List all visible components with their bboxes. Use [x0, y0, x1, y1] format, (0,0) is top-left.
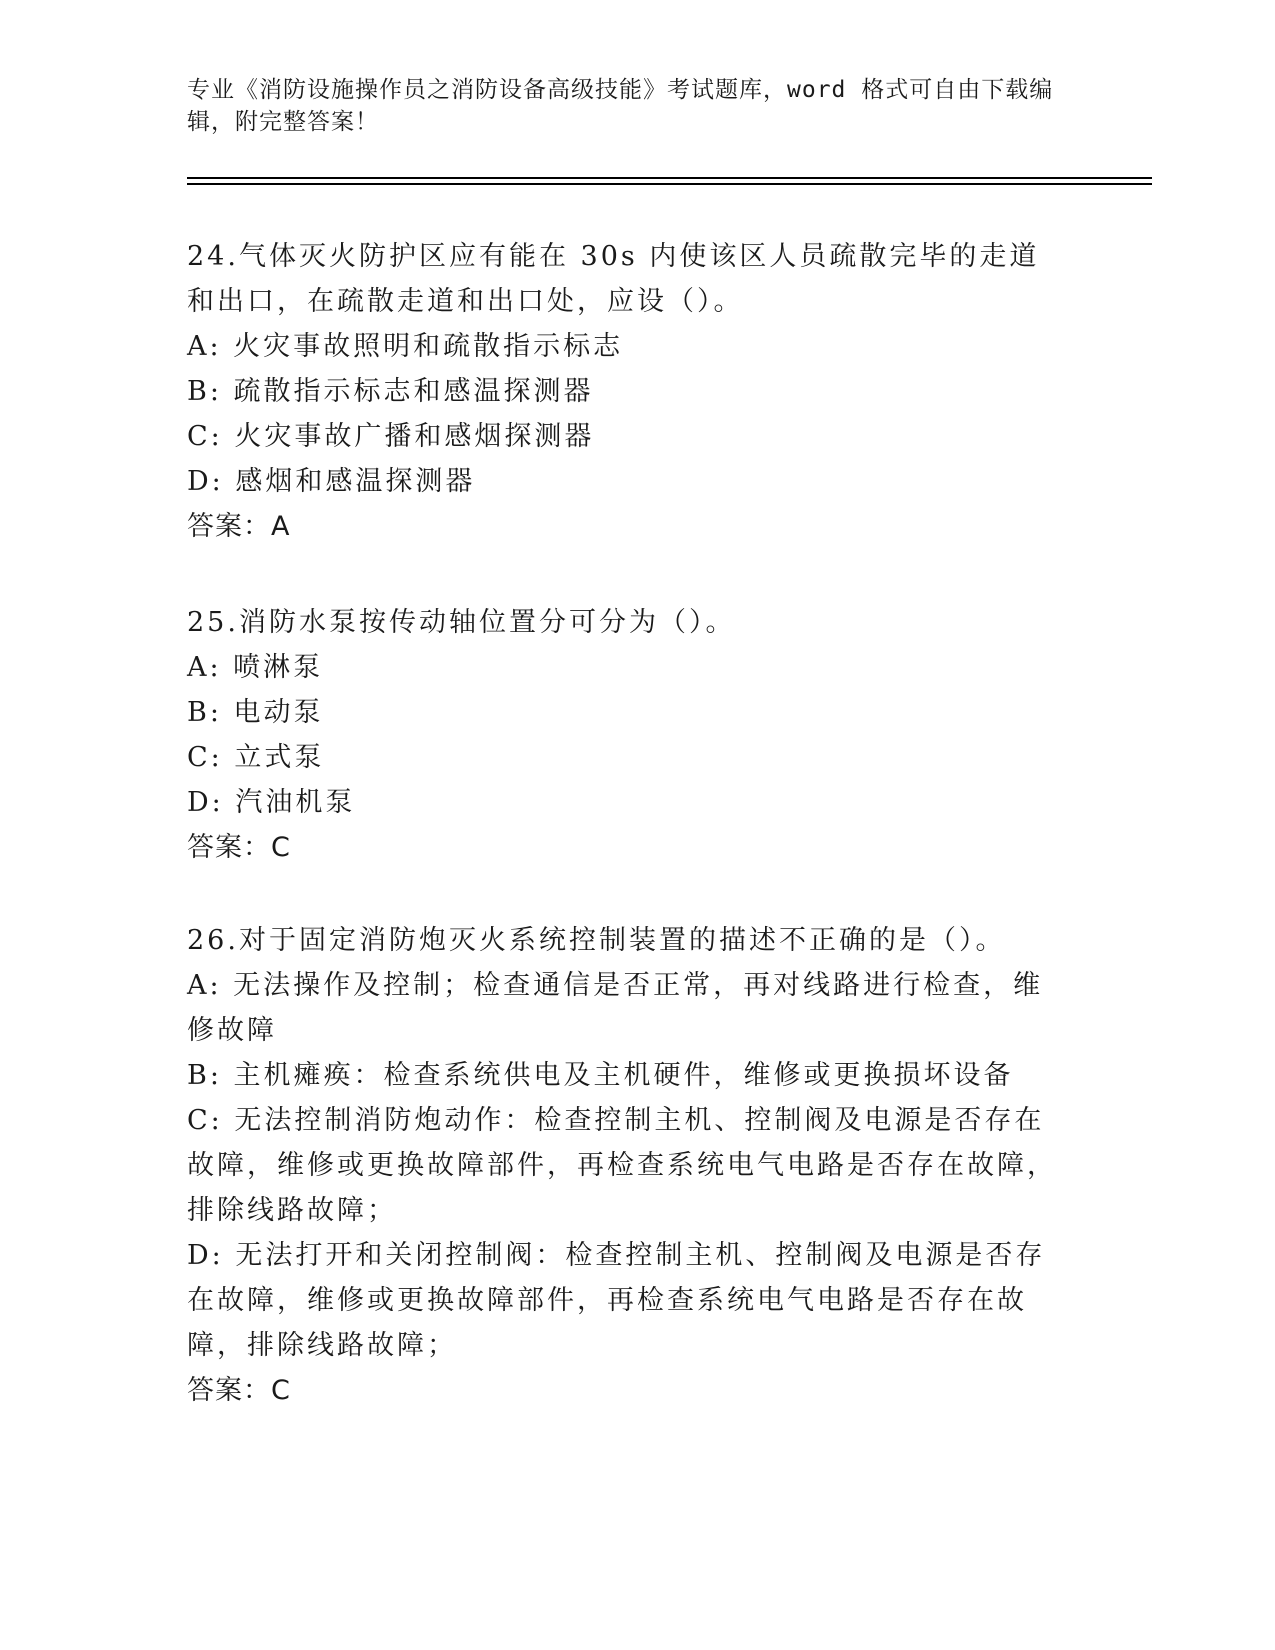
option-a: A: 无法操作及控制；检查通信是否正常，再对线路进行检查，维修故障 [187, 970, 1044, 1046]
question-stem: 25.消防水泵按传动轴位置分可分为（）。 [187, 607, 736, 638]
option-d: D: 无法打开和关闭控制阀：检查控制主机、控制阀及电源是否存在故障，维修或更换故障部件，再检查系统电气电路是否存在故障，排除线路故障； [187, 1240, 1046, 1361]
document-header [187, 74, 1067, 138]
option-b: B: 电动泵 [187, 697, 324, 728]
option-b: B: 主机瘫痪：检查系统供电及主机硬件，维修或更换损坏设备 [187, 1060, 1014, 1091]
answer-line: 答案：C [187, 1375, 291, 1406]
question-24 [187, 234, 1067, 549]
header-intro-text: 专业《消防设施操作员之消防设备高级技能》考试题库，word 格式可自由下载编辑，附完整答案！ [187, 77, 1054, 135]
option-d: D: 汽油机泵 [187, 787, 356, 818]
option-a: A: 火灾事故照明和疏散指示标志 [187, 331, 624, 362]
header-divider-top [187, 177, 1152, 179]
option-a: A: 喷淋泵 [187, 652, 324, 683]
question-25 [187, 600, 1067, 870]
answer-line: 答案：C [187, 832, 291, 863]
header-divider-bottom [187, 183, 1152, 185]
question-26 [187, 918, 1067, 1413]
option-c: C: 无法控制消防炮动作：检查控制主机、控制阀及电源是否存在故障，维修或更换故障部件，再检查系统电气电路是否存在故障，排除线路故障； [187, 1105, 1057, 1226]
question-stem: 24.气体灭火防护区应有能在 30s 内使该区人员疏散完毕的走道和出口，在疏散走道和出口处，应设（）。 [187, 241, 1040, 317]
option-c: C: 火灾事故广播和感烟探测器 [187, 421, 595, 452]
option-c: C: 立式泵 [187, 742, 325, 773]
option-d: D: 感烟和感温探测器 [187, 466, 476, 497]
answer-line: 答案：A [187, 511, 291, 542]
option-b: B: 疏散指示标志和感温探测器 [187, 376, 594, 407]
question-stem: 26.对于固定消防炮灭火系统控制装置的描述不正确的是（）。 [187, 925, 1006, 956]
